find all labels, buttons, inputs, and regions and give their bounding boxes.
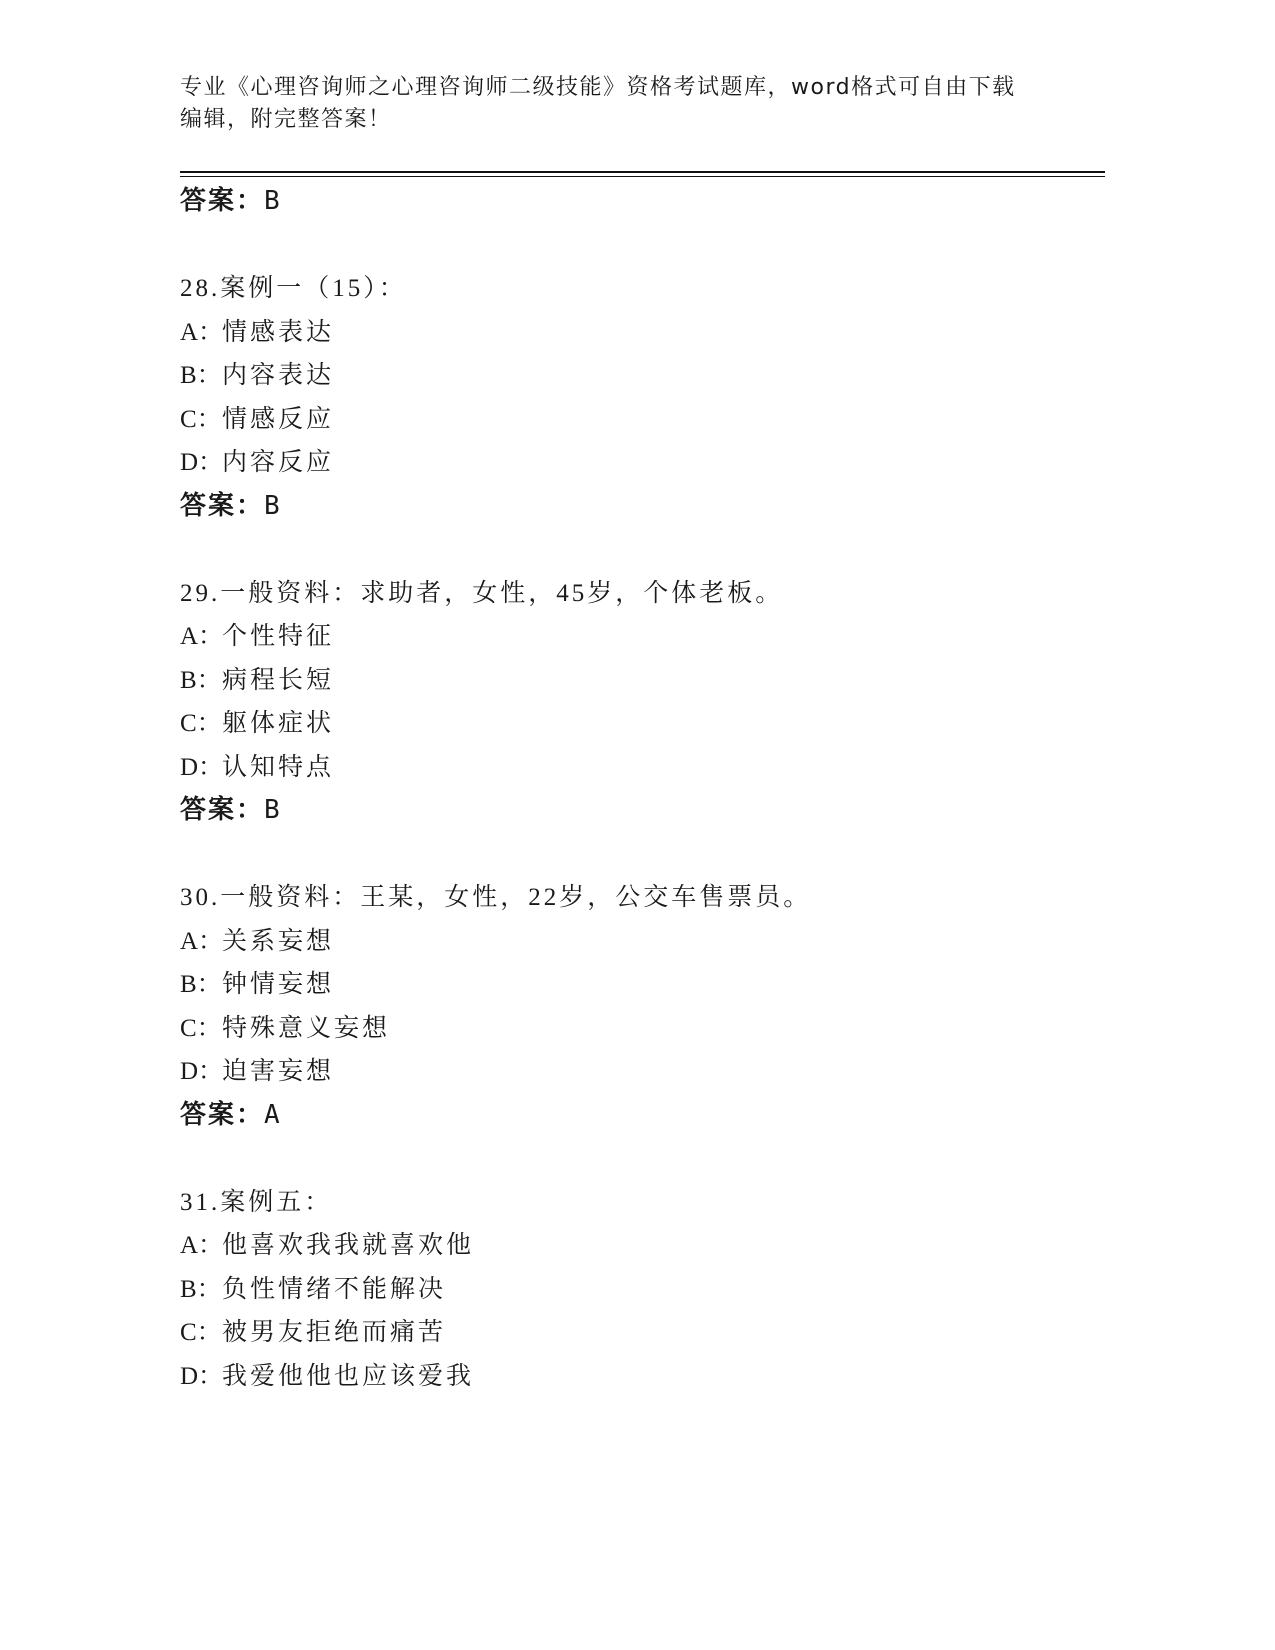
option-b (180, 659, 1180, 703)
option-label: A： (180, 927, 224, 955)
question-stem: 30.一般资料：王某，女性，22岁，公交车售票员。 (180, 884, 812, 911)
option-b (180, 963, 1180, 1007)
option-c (180, 702, 1180, 746)
option-text: 钟情妄想 (222, 971, 335, 998)
header-line-1: 专业《心理咨询师之心理咨询师二级技能》资格考试题库，word格式可自由下载 (180, 75, 1016, 100)
question-31 (180, 1181, 1180, 1399)
option-label: B： (180, 1275, 222, 1303)
question-stem: 29.一般资料：求助者，女性，45岁，个体老板。 (180, 579, 784, 607)
option-a (180, 311, 1180, 355)
option-c (180, 1007, 1180, 1051)
option-label: B： (180, 971, 222, 998)
option-text: 情感反应 (222, 405, 335, 433)
option-text: 内容反应 (222, 449, 335, 476)
option-text: 认知特点 (222, 753, 335, 781)
answer-label: 答案： (180, 795, 265, 825)
option-label: D： (180, 1058, 224, 1085)
option-text: 关系妄想 (222, 927, 335, 955)
option-label: B： (180, 362, 222, 389)
option-text: 我爱他他也应该爱我 (222, 1362, 475, 1390)
question-stem: 28.案例一（15）： (180, 275, 407, 302)
answer-line (180, 485, 1180, 529)
option-label: D： (180, 449, 224, 476)
question-stem: 31.案例五： (180, 1188, 333, 1216)
option-c (180, 1311, 1180, 1355)
option-text: 躯体症状 (222, 710, 335, 737)
question-30 (180, 876, 1180, 1137)
answer-label: 答案： (180, 490, 265, 521)
option-text: 他喜欢我我就喜欢他 (222, 1232, 475, 1259)
answer-value: B (264, 795, 282, 825)
answer-label: 答案： (180, 186, 265, 216)
option-label: D： (180, 753, 224, 781)
option-text: 个性特征 (222, 623, 335, 650)
option-text: 内容表达 (222, 362, 335, 389)
option-label: C： (180, 1319, 222, 1346)
option-b (180, 1268, 1180, 1312)
option-c (180, 398, 1180, 442)
answer-value: B (264, 186, 282, 216)
option-label: A： (180, 623, 224, 650)
option-text: 负性情绪不能解决 (222, 1275, 447, 1303)
option-label: C： (180, 710, 222, 737)
option-text: 情感表达 (222, 318, 335, 346)
option-text: 特殊意义妄想 (222, 1014, 391, 1042)
option-label: A： (180, 1232, 224, 1259)
option-a (180, 615, 1180, 659)
question-28 (180, 267, 1180, 528)
option-label: B： (180, 666, 222, 694)
answer-line (180, 180, 1180, 224)
option-text: 迫害妄想 (222, 1058, 335, 1085)
answer-line (180, 1094, 1180, 1138)
option-d (180, 746, 1180, 790)
question-list (180, 180, 1180, 1398)
answer-value: A (264, 1099, 282, 1130)
header-divider (180, 171, 1105, 177)
header-line-2: 编辑，附完整答案！ (180, 107, 392, 132)
option-a (180, 1224, 1180, 1268)
option-label: D： (180, 1362, 224, 1390)
option-text: 病程长短 (222, 666, 335, 694)
option-text: 被男友拒绝而痛苦 (222, 1319, 447, 1346)
answer-label: 答案： (180, 1099, 265, 1130)
option-d (180, 1050, 1180, 1094)
option-label: C： (180, 1014, 222, 1042)
answer-line (180, 789, 1180, 833)
option-label: C： (180, 405, 222, 433)
option-a (180, 920, 1180, 964)
answer-value: B (264, 490, 282, 521)
question-29 (180, 572, 1180, 833)
option-b (180, 354, 1180, 398)
option-label: A： (180, 318, 224, 346)
option-d (180, 1355, 1180, 1399)
document-header (180, 72, 1140, 136)
option-d (180, 441, 1180, 485)
